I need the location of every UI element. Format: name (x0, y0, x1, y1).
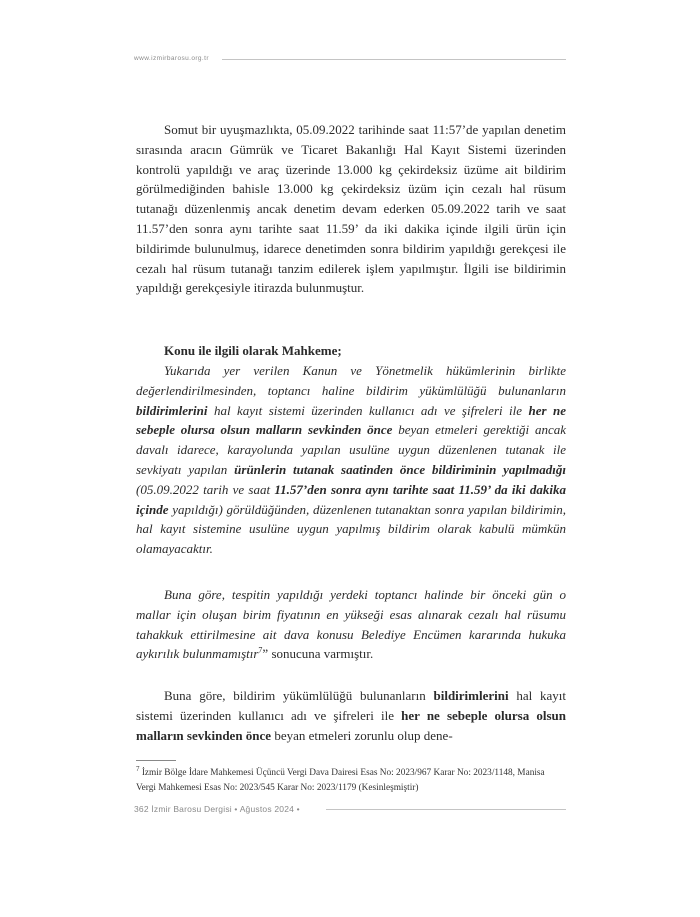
footnote-number: 7 (136, 764, 140, 773)
footer-rule (326, 809, 566, 810)
paragraph-evaluation (136, 686, 566, 745)
court-conclusion-text: Buna göre, tespitin yapıldığı yerdeki toptancı halinde bir önceki gün o mallar için oluşan birim fiyatının en yükseği esas alınarak cezalı hal rüsumu tahakkuk ettirilmesine ait dava konusu Belediye Encümen kararında hukuka aykırılık bulunmamıştır$^7$” sonucuna varmıştır. (136, 587, 566, 662)
page-header (134, 52, 566, 66)
court-quote (136, 361, 566, 559)
paragraph-case-facts (136, 120, 566, 298)
page-footer (134, 802, 566, 816)
court-heading: Konu ile ilgili olarak Mahkeme; (164, 343, 342, 358)
header-url: www.izmirbarosu.org.tr (134, 55, 209, 62)
paragraph-evaluation-text: Buna göre, bildirim yükümlülüğü bulunanların bildirimlerini hal kayıt sistemi üzerinden kullanıcı adı ve şifreleri ile her ne sebeple olursa olsun malların sevkinden önce beyan etmeleri zorunlu olup dene- (136, 688, 566, 743)
footer-text: 362 İzmir Barosu Dergisi • Ağustos 2024 • (134, 804, 300, 814)
footnote-reference[interactable]: 7 (258, 646, 263, 656)
paragraph-case-facts-text: Somut bir uyuşmazlıkta, 05.09.2022 tarihinde saat 11:57’de yapılan denetim sırasında aracın Gümrük ve Ticaret Bakanlığı Hal Kayıt Sistemi üzerinden kontrolü yapıldığı ve araç üzerinde 13.000 kg çekirdeksiz üzüme ait bildirim görülmediğinden bahisle 13.000 kg çekirdeksiz üzüm için cezalı hal rüsum tutanağı düzenlenmiş ancak denetim devam ederken 05.09.2022 tarih ve saat 11.57’den sonra aynı tarihte saat 11.59’ da iki dakika içinde ilgili ürün için bildirimde bulunulmuş, idarece denetimden sonra bildirim yapıldığı gerekçesi ile cezalı hal rüsum tutanağı tanzim edilerek işlem yapılmıştır. İlgili ise bildirimin yapıldığı gerekçesiyle itirazda bulunmuştur. (136, 122, 566, 296)
footnote-rule (136, 760, 176, 761)
header-rule (222, 59, 566, 60)
court-conclusion (136, 585, 566, 664)
court-heading-block (136, 341, 566, 361)
court-quote-text: Yukarıda yer verilen Kanun ve Yönetmelik hükümlerinin birlikte değerlendirilmesinden, toptancı haline bildirim yükümlülüğü bulunanların bildirimlerini hal kayıt sistemi üzerinden kullanıcı adı ve şifreleri ile her ne sebeple olursa olsun malların sevkinden önce beyan etmeleri gerektiği ancak davalı idarece, karayolunda yapılan usulüne uygun düzenlenen tutanak ile sevkiyatı yapılan ürünlerin tutanak saatinden önce bildiriminin yapılmadığı (05.09.2022 tarih ve saat 11.57’den sonra aynı tarihte saat 11.59’ da iki dakika içinde yapıldığı) görüldüğünden, düzenlenen tutanaktan sonra yapılan bildirimin, hal kayıt sistemine usulüne uygun yapılmış bildirim olarak kabulü mümkün olamayacaktır. (136, 363, 566, 557)
footnote-text: İzmir Bölge İdare Mahkemesi Üçüncü Vergi Dava Dairesi Esas No: 2023/967 Karar No: 2023/1148, Manisa Vergi Mahkemesi Esas No: 2023/545 Karar No: 2023/1179 (Kesinleşmiştir) (136, 768, 545, 793)
footnote (136, 766, 566, 796)
